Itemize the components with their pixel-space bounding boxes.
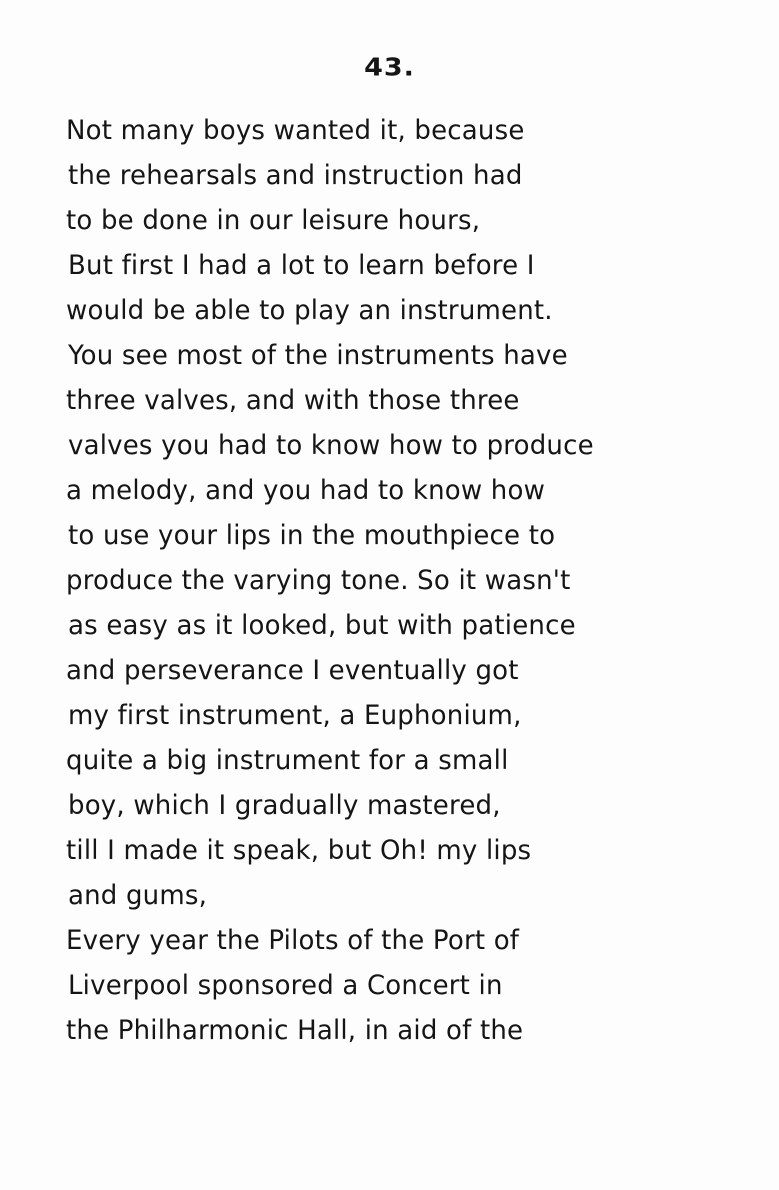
text-line: You see most of the instruments have <box>68 340 568 372</box>
page-number: 43. <box>364 53 415 82</box>
text-line: and perseverance I eventually got <box>66 655 519 687</box>
text-line: and gums, <box>68 880 208 912</box>
handwritten-body-text <box>66 108 714 1053</box>
text-line: to be done in our leisure hours, <box>66 205 481 237</box>
text-line: But first I had a lot to learn before I <box>68 250 535 282</box>
text-line: valves you had to know how to produce <box>68 430 594 462</box>
text-line: Liverpool sponsored a Concert in <box>68 970 503 1002</box>
text-line: Every year the Pilots of the Port of <box>66 925 520 957</box>
text-line: till I made it speak, but Oh! my lips <box>66 835 532 867</box>
text-line: my first instrument, a Euphonium, <box>68 700 522 732</box>
text-line: quite a big instrument for a small <box>66 745 509 777</box>
text-line: as easy as it looked, but with patience <box>68 610 576 642</box>
text-line: a melody, and you had to know how <box>66 475 546 507</box>
text-line: boy, which I gradually mastered, <box>68 790 501 822</box>
text-line: to use your lips in the mouthpiece to <box>68 520 556 552</box>
text-line: produce the varying tone. So it wasn't <box>66 565 571 597</box>
text-line: the Philharmonic Hall, in aid of the <box>66 1015 524 1047</box>
text-line: three valves, and with those three <box>66 385 520 417</box>
text-line: would be able to play an instrument. <box>66 295 553 327</box>
text-line: the rehearsals and instruction had <box>68 160 523 192</box>
text-line: Not many boys wanted it, because <box>66 115 525 147</box>
